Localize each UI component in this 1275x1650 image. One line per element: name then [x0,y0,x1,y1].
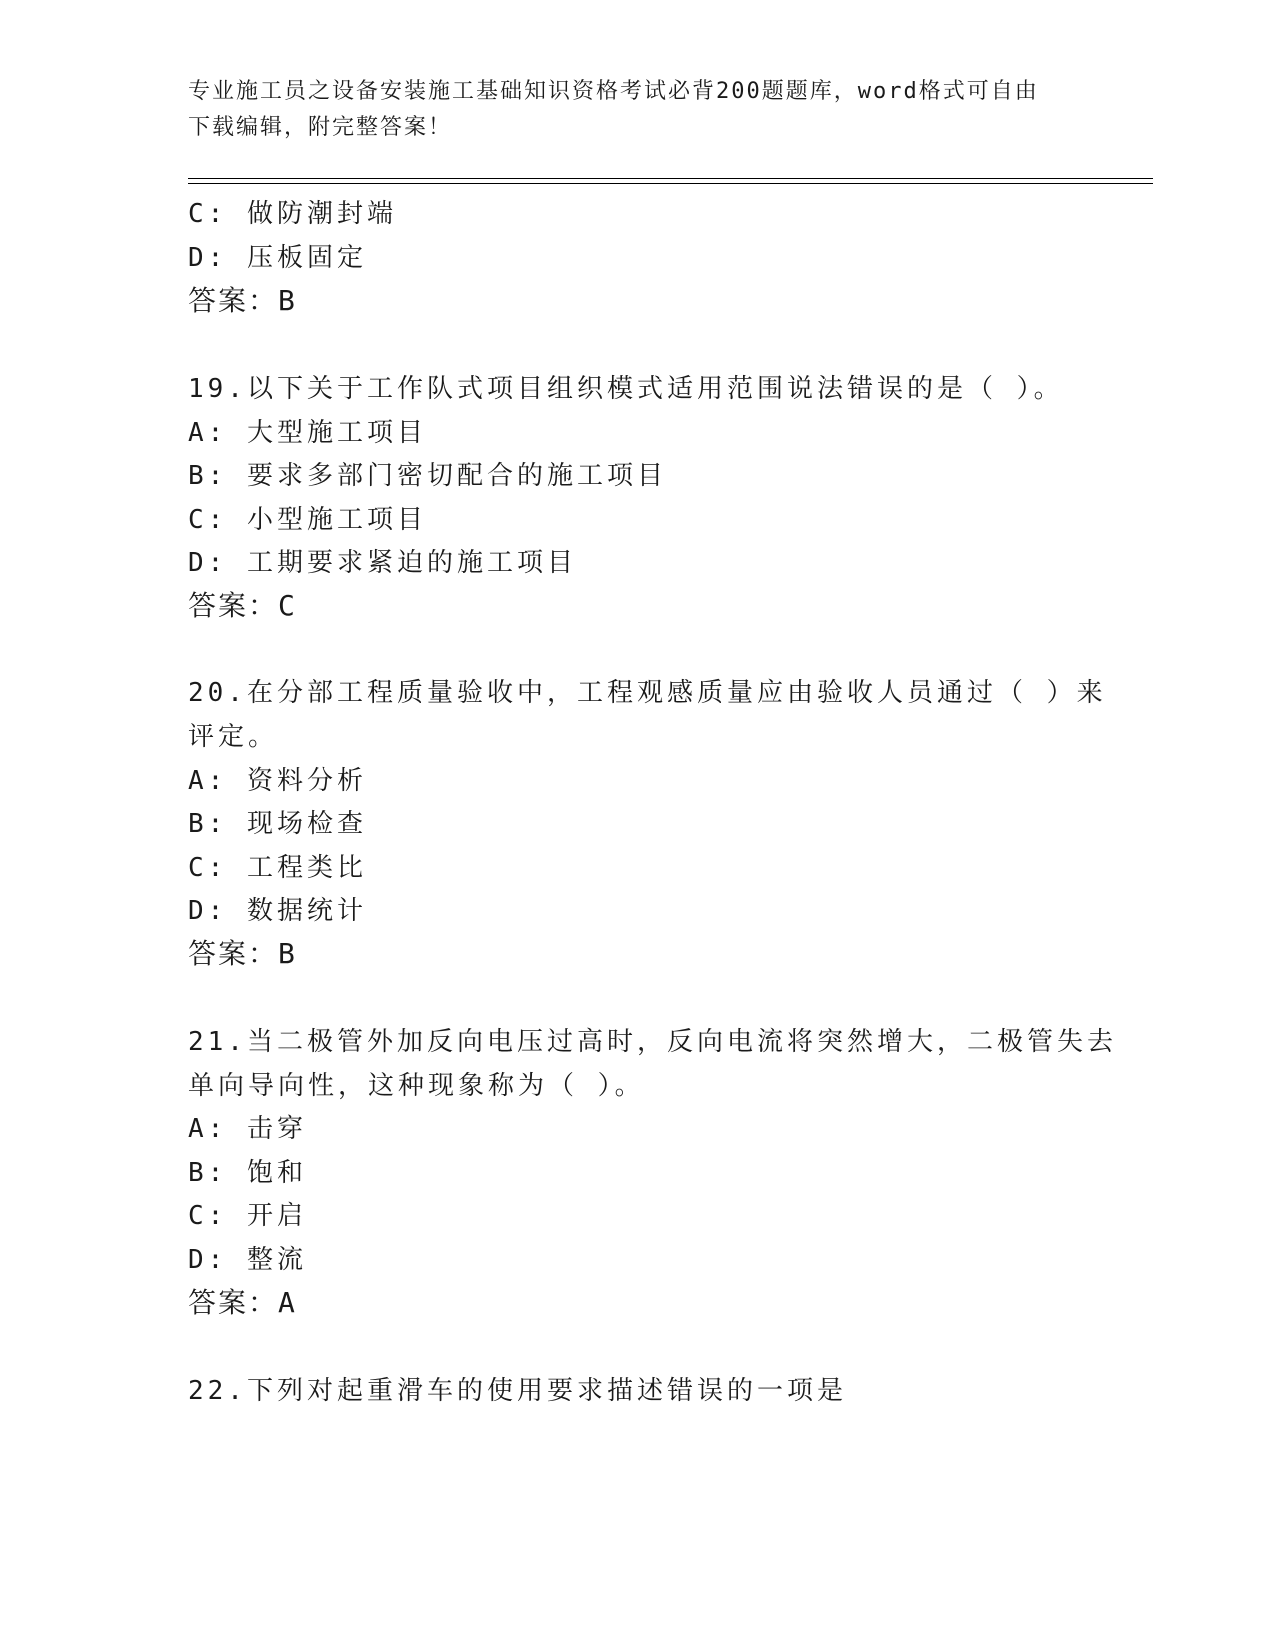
q21-answer: 答案：A [188,1286,297,1319]
q21-question-line-1: 21.当二极管外加反向电压过高时，反向电流将突然增大，二极管失去 [188,1027,1117,1057]
q20-option-c: C: 工程类比 [188,853,367,883]
q20-option-d: D: 数据统计 [188,896,367,926]
q19-option-b: B: 要求多部门密切配合的施工项目 [188,461,667,491]
q20-option-a: A: 资料分析 [188,766,367,796]
q20-question-line-1: 20.在分部工程质量验收中，工程观感质量应由验收人员通过（ ）来 [188,678,1107,708]
q18-option-c: C: 做防潮封端 [188,199,397,229]
q21-option-a: A: 击穿 [188,1114,307,1144]
q19-option-c: C: 小型施工项目 [188,505,427,535]
q20-answer: 答案：B [188,937,297,970]
header-line-2: 下载编辑，附完整答案！ [188,115,453,140]
header-divider-bottom [188,183,1153,184]
q19-question: 19.以下关于工作队式项目组织模式适用范围说法错误的是（ ）。 [188,374,1064,404]
q19-option-a: A: 大型施工项目 [188,418,427,448]
header-divider-top [188,178,1153,179]
q21-option-b: B: 饱和 [188,1158,307,1188]
q20-option-b: B: 现场检查 [188,809,367,839]
document-header [188,74,1088,146]
q18-answer: 答案：B [188,284,297,317]
q22-question: 22.下列对起重滑车的使用要求描述错误的一项是 [188,1376,847,1406]
q19-option-d: D: 工期要求紧迫的施工项目 [188,548,577,578]
q21-option-c: C: 开启 [188,1201,307,1231]
q19-answer: 答案：C [188,589,297,622]
q21-question-line-2: 单向导向性，这种现象称为（ ）。 [188,1071,645,1101]
q21-option-d: D: 整流 [188,1245,307,1275]
header-line-1: 专业施工员之设备安装施工基础知识资格考试必背200题题库，word格式可自由 [188,79,1039,104]
q20-question-line-2: 评定。 [188,722,279,752]
q18-option-d: D: 压板固定 [188,243,367,273]
